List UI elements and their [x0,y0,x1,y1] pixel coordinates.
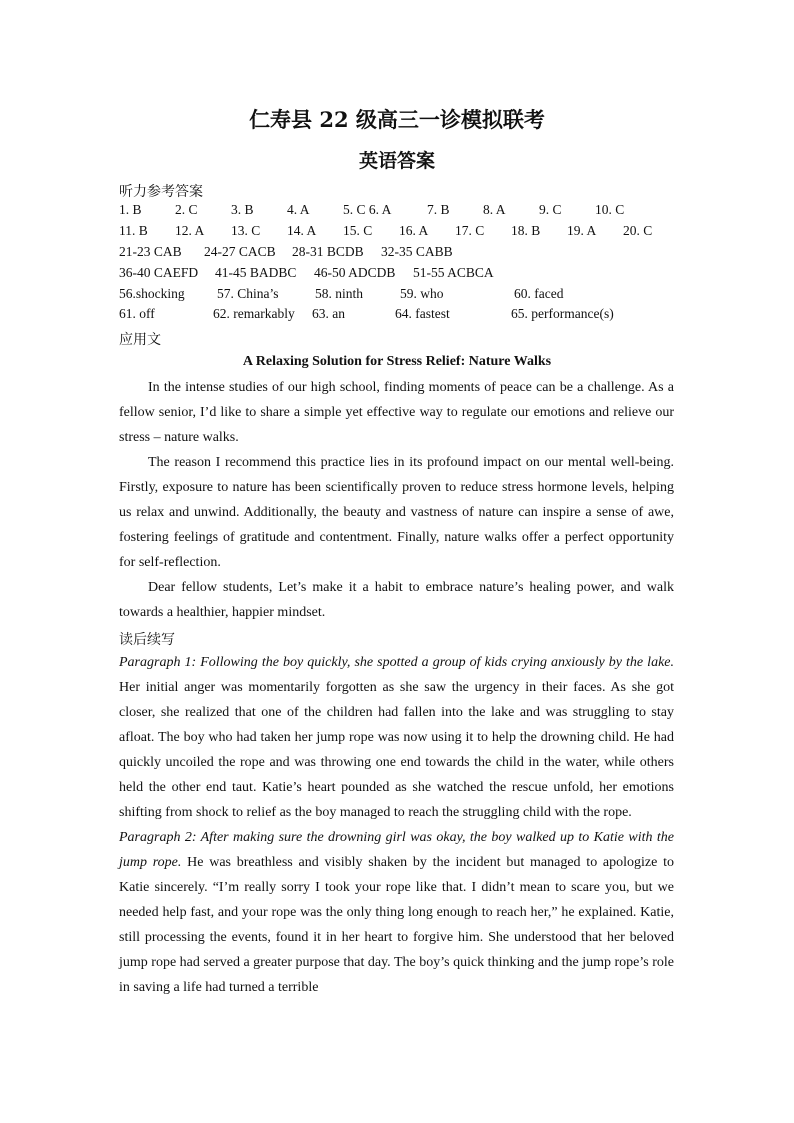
answer-item: 13. C [231,223,261,238]
answer-item: 12. A [175,223,205,238]
answer-item: 8. A [483,202,506,217]
essay-paragraph: In the intense studies of our high school, finding moments of peace can be a challenge. As a fellow senior, I’d like to share a simple yet effective way to regulate our emotions and relieve our stress – nature walks. [119,380,674,445]
continuation-section-label: 读后续写 [119,632,175,648]
answer-item: 7. B [427,202,450,217]
paragraph-lead: Paragraph 2: After making sure the drowning girl was okay, the boy walked up to Katie with the jump rope. [119,830,674,870]
answer-item: 20. C [623,223,653,238]
answer-item: 16. A [399,223,429,238]
answer-item: 14. A [287,223,317,238]
answer-item: 5. C 6. A [343,202,392,217]
answer-item: 2. C [175,202,198,217]
answer-item: 41-45 BADBC [215,265,297,280]
continuation-body [119,650,674,1000]
answer-item: 51-55 ACBCA [413,265,494,280]
essay-title: A Relaxing Solution for Stress Relief: Nature Walks [242,354,552,369]
answer-item: 17. C [455,223,485,238]
answer-item: 11. B [119,223,148,238]
answer-item: 61. off [119,306,155,321]
answer-item: 21-23 CAB [119,244,182,259]
answer-item: 57. China’s [217,286,279,301]
answer-item: 18. B [511,223,541,238]
answer-item: 10. C [595,202,625,217]
answer-item: 58. ninth [315,286,364,301]
page-title: 仁寿县 22 级高三一诊模拟联考 [249,107,545,132]
answer-item: 56.shocking [119,286,185,301]
essay-paragraph: Dear fellow students, Let’s make it a habit to embrace nature’s healing power, and walk towards a healthier, happier mindset. [119,580,674,620]
answer-item: 46-50 ADCDB [314,265,396,280]
answer-item: 64. fastest [395,306,450,321]
answer-item: 9. C [539,202,562,217]
paragraph-lead: Paragraph 1: Following the boy quickly, she spotted a group of kids crying anxiously by the lake. [119,655,674,670]
listening-section-label: 听力参考答案 [119,184,203,200]
essay-paragraph: The reason I recommend this practice lies in its profound impact on our mental well-being. Firstly, exposure to nature has been scientifically proven to reduce stress hormone levels, helping us relax and unwind. Additionally, the beauty and vastness of nature can inspire a sense of awe, fostering feelings of gratitude and contentment. Finally, nature walks offer a perfect opportunity for self-reflection. [119,455,674,570]
answer-item: 28-31 BCDB [292,244,364,259]
essay-body [119,375,674,625]
answer-item: 32-35 CABB [381,244,453,259]
answer-item: 3. B [231,202,254,217]
answer-item: 15. C [343,223,373,238]
answer-item: 24-27 CACB [204,244,276,259]
answer-item: 60. faced [514,286,564,301]
answer-item: 62. remarkably [213,306,295,321]
answer-item: 4. A [287,202,310,217]
answer-item: 19. A [567,223,597,238]
page-subtitle: 英语答案 [358,150,435,172]
answer-item: 59. who [400,286,444,301]
answer-item: 65. performance(s) [511,306,614,321]
answer-item: 63. an [312,306,345,321]
continuation-paragraph-1 [119,650,674,825]
answer-item: 1. B [119,202,142,217]
application-section-label: 应用文 [119,332,161,348]
paragraph-text: Her initial anger was momentarily forgotten as she saw the urgency in their faces. As she got closer, she realized that one of the children had fallen into the lake and was struggling to stay afloat. The boy who had taken her jump rope was now using it to help the drowning child. He had quickly uncoiled the rope and was throwing one end towards the child in the water, while others held the other end taut. Katie’s heart pounded as she watched the rescue unfold, her emotions shifting from shock to relief as the boy managed to reach the struggling child with the rope. [119,680,674,820]
continuation-paragraph-2 [119,825,674,1000]
paragraph-text: He was breathless and visibly shaken by the incident but managed to apologize to Katie sincerely. “I’m really sorry I took your rope like that. I didn’t mean to scare you, but we needed help fast, and your rope was the only thing long enough to reach her,” he explained. Katie, still processing the events, found it in her heart to forgive him. She understood that her beloved jump rope had served a greater purpose that day. The boy’s quick thinking and the jump rope’s role in saving a life had turned a terrible [119,855,674,995]
answer-item: 36-40 CAEFD [119,265,199,280]
